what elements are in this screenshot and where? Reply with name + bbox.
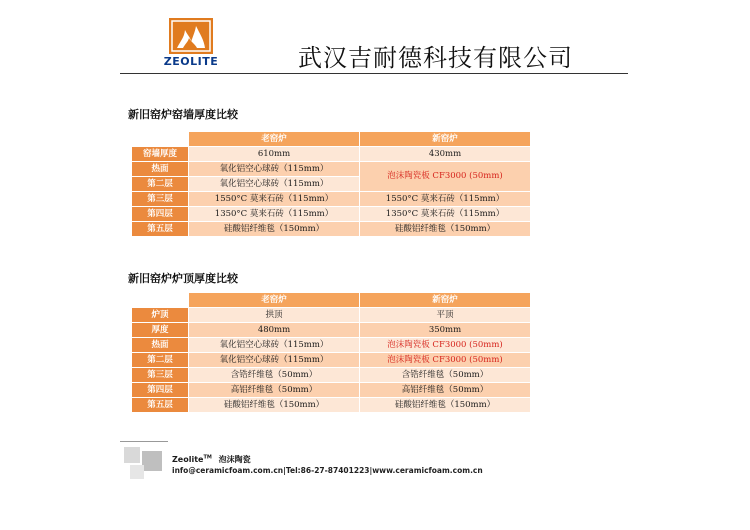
old-kiln-cell: 1550°C 莫来石砖（115mm） — [189, 192, 360, 207]
row-label: 热面 — [132, 162, 189, 177]
roof-section-title: 新旧窑炉炉顶厚度比较 — [128, 272, 238, 285]
old-kiln-cell: 硅酸铝纤维毯（150mm） — [189, 222, 360, 237]
old-kiln-cell: 氧化铝空心球砖（115mm） — [189, 177, 360, 192]
corner-cell — [132, 293, 189, 308]
table-header-row — [132, 132, 531, 147]
table-row — [132, 222, 531, 237]
row-label: 炉顶 — [132, 308, 189, 323]
new-kiln-cell: 350mm — [360, 323, 531, 338]
table-row — [132, 338, 531, 353]
new-kiln-cell: 1550°C 莫来石砖（115mm） — [360, 192, 531, 207]
company-logo — [160, 18, 222, 68]
footer-brand-name: Zeolite — [172, 455, 204, 464]
new-kiln-merged-cell: 泡沫陶瓷板 CF3000 (50mm) — [360, 162, 531, 192]
new-kiln-cell: 泡沫陶瓷板 CF3000 (50mm) — [360, 353, 531, 368]
table-row — [132, 207, 531, 222]
table-row — [132, 323, 531, 338]
old-kiln-cell: 硅酸铝纤维毯（150mm） — [189, 398, 360, 413]
footer-square — [130, 465, 144, 479]
row-label: 第四层 — [132, 207, 189, 222]
old-kiln-cell: 拱顶 — [189, 308, 360, 323]
logo-wordmark: ZEOLITE — [163, 55, 219, 68]
column-header-new: 新窑炉 — [360, 132, 531, 147]
flame-logo-icon — [169, 18, 213, 54]
new-kiln-cell: 高铝纤维毯（50mm） — [360, 383, 531, 398]
row-label: 热面 — [132, 338, 189, 353]
table-row — [132, 308, 531, 323]
new-kiln-cell: 泡沫陶瓷板 CF3000 (50mm) — [360, 338, 531, 353]
old-kiln-cell: 含锆纤维毯（50mm） — [189, 368, 360, 383]
table-row — [132, 192, 531, 207]
table-header-row — [132, 293, 531, 308]
footer-decoration — [120, 441, 168, 483]
footer-square — [142, 451, 162, 471]
new-kiln-cell: 1350°C 莫来石砖（115mm） — [360, 207, 531, 222]
company-name: 武汉吉耐德科技有限公司 — [298, 44, 573, 72]
footer-brand-cn: 泡沫陶瓷 — [218, 455, 251, 464]
footer-brand — [172, 454, 251, 465]
old-kiln-cell: 1350°C 莫来石砖（115mm） — [189, 207, 360, 222]
new-kiln-cell: 硅酸铝纤维毯（150mm） — [360, 222, 531, 237]
trademark-mark: TM — [203, 454, 212, 461]
wall-comparison-table — [131, 131, 531, 237]
old-kiln-cell: 氧化铝空心球砖（115mm） — [189, 338, 360, 353]
old-kiln-cell: 氧化铝空心球砖（115mm） — [189, 353, 360, 368]
old-kiln-cell: 610mm — [189, 147, 360, 162]
row-label: 第五层 — [132, 398, 189, 413]
table-row — [132, 368, 531, 383]
footer-square — [124, 447, 140, 463]
roof-comparison-table — [131, 292, 531, 413]
new-kiln-cell: 平顶 — [360, 308, 531, 323]
column-header-new: 新窑炉 — [360, 293, 531, 308]
row-label: 第三层 — [132, 192, 189, 207]
row-label: 厚度 — [132, 323, 189, 338]
new-kiln-cell: 硅酸铝纤维毯（150mm） — [360, 398, 531, 413]
row-label: 第四层 — [132, 383, 189, 398]
row-label: 窑墙厚度 — [132, 147, 189, 162]
row-label: 第二层 — [132, 353, 189, 368]
table-row — [132, 147, 531, 162]
table-row — [132, 383, 531, 398]
wall-section-title: 新旧窑炉窑墙厚度比较 — [128, 108, 238, 121]
table-row — [132, 398, 531, 413]
corner-cell — [132, 132, 189, 147]
column-header-old: 老窑炉 — [189, 293, 360, 308]
table-row — [132, 162, 531, 177]
footer-rule — [120, 441, 168, 442]
old-kiln-cell: 氧化铝空心球砖（115mm） — [189, 162, 360, 177]
table-row — [132, 353, 531, 368]
row-label: 第五层 — [132, 222, 189, 237]
row-label: 第三层 — [132, 368, 189, 383]
header-divider — [120, 73, 628, 74]
old-kiln-cell: 高铝纤维毯（50mm） — [189, 383, 360, 398]
footer-contact: info@ceramicfoam.com.cn|Tel:86-27-87401223|www.ceramicfoam.com.cn — [172, 466, 483, 475]
new-kiln-cell: 430mm — [360, 147, 531, 162]
column-header-old: 老窑炉 — [189, 132, 360, 147]
new-kiln-cell: 含锆纤维毯（50mm） — [360, 368, 531, 383]
old-kiln-cell: 480mm — [189, 323, 360, 338]
row-label: 第二层 — [132, 177, 189, 192]
